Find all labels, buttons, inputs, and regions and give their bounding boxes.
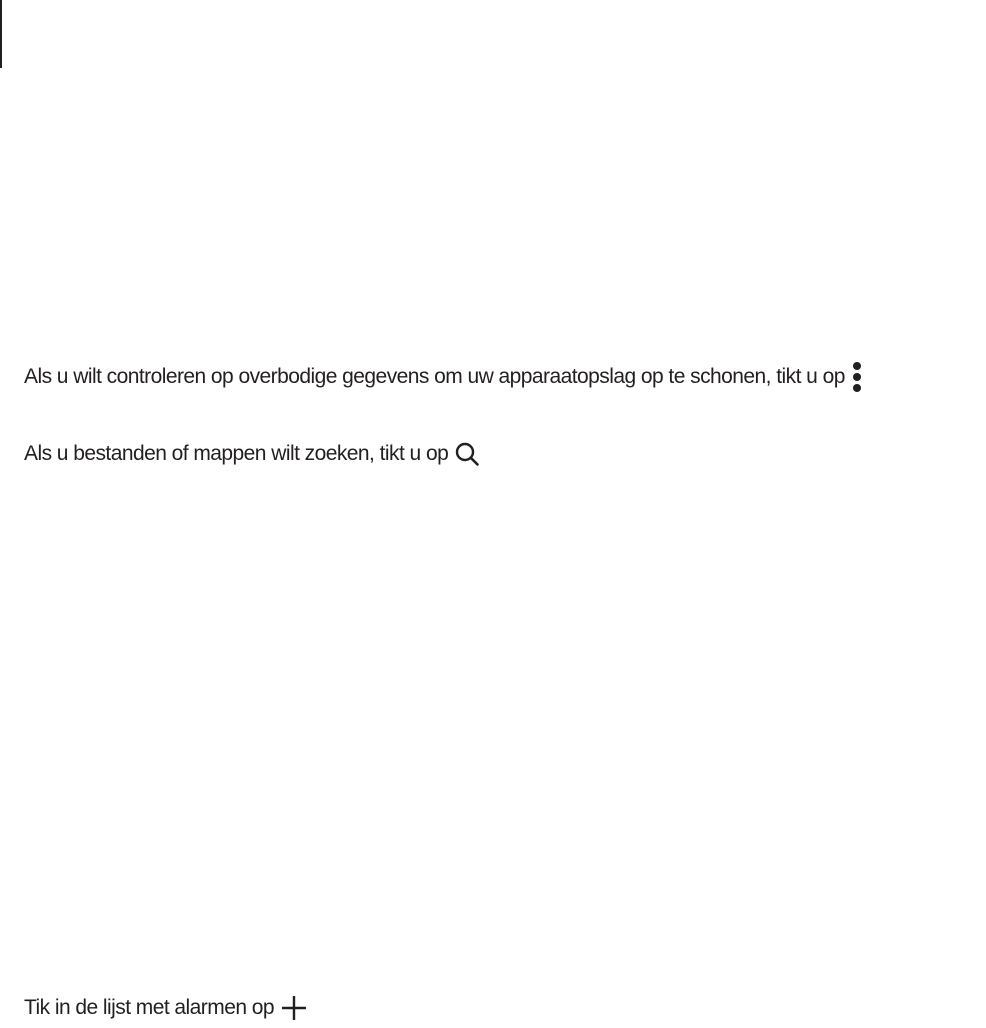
search-icon (454, 441, 480, 467)
more-options-icon (852, 362, 862, 392)
instruction-clean-storage (24, 362, 862, 392)
instruction-text: Tik in de lijst met alarmen op (24, 996, 274, 1019)
instruction-text: Als u wilt controleren op overbodige gegevens om uw apparaatopslag op te schonen, tikt u op (24, 365, 845, 388)
instruction-search-files (24, 441, 480, 467)
instruction-add-alarm (24, 994, 308, 1022)
page-edge-line (0, 0, 2, 68)
instruction-text: Als u bestanden of mappen wilt zoeken, tikt u op (24, 442, 449, 465)
add-icon (280, 994, 308, 1022)
